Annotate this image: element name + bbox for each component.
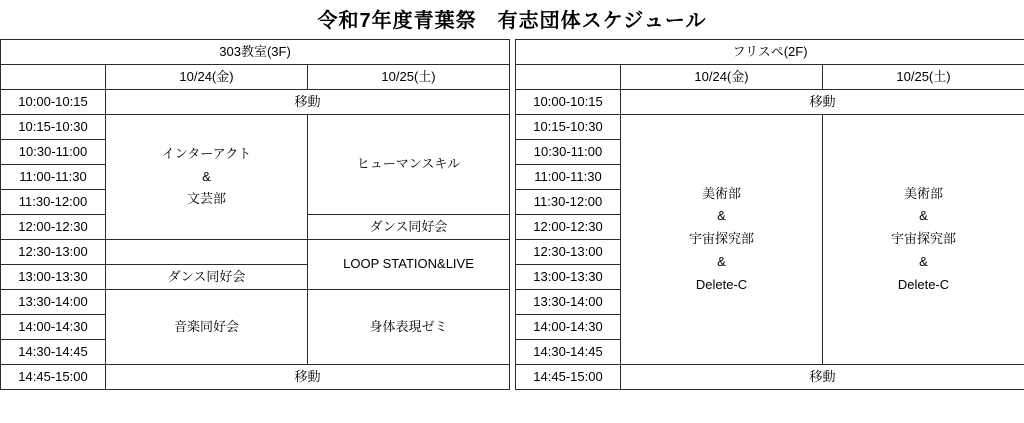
schedule-table-303 <box>0 39 509 390</box>
event-label: インターアクト & 文芸部 <box>161 145 252 207</box>
event-cell-loop-station: LOOP STATION&LIVE <box>308 240 510 290</box>
time-cell: 13:00-13:30 <box>1 265 106 290</box>
event-cell-move-bottom-right: 移動 <box>621 365 1024 390</box>
time-cell: 13:00-13:30 <box>516 265 621 290</box>
time-cell: 10:30-11:00 <box>1 140 106 165</box>
corner-cell-right <box>516 65 621 90</box>
schedule-table-frespe <box>515 39 1024 390</box>
event-label: 美術部 & 宇宙探究部 & Delete-C <box>890 185 956 292</box>
table-row <box>516 365 1024 390</box>
time-cell: 14:30-14:45 <box>516 340 621 365</box>
time-cell: 14:00-14:30 <box>516 315 621 340</box>
table-row <box>1 365 510 390</box>
event-cell-dance-1: ダンス同好会 <box>308 215 510 240</box>
time-cell: 11:30-12:00 <box>1 190 106 215</box>
table-row <box>516 115 1024 140</box>
event-cell-art-space-delete-2 <box>823 115 1024 365</box>
time-cell: 12:00-12:30 <box>1 215 106 240</box>
day-header-left-1: 10/24(金) <box>106 65 308 90</box>
table-row <box>516 65 1024 90</box>
time-cell: 14:45-15:00 <box>1 365 106 390</box>
day-header-right-2: 10/25(土) <box>823 65 1024 90</box>
event-cell-body-expression: 身体表現ゼミ <box>308 290 510 365</box>
time-cell: 13:30-14:00 <box>516 290 621 315</box>
event-cell-move-top-left: 移動 <box>106 90 510 115</box>
page-title: 令和7年度青葉祭 有志団体スケジュール <box>317 10 707 32</box>
time-cell: 10:00-10:15 <box>516 90 621 115</box>
day-header-right-1: 10/24(金) <box>621 65 823 90</box>
time-cell: 11:30-12:00 <box>516 190 621 215</box>
time-cell: 10:15-10:30 <box>516 115 621 140</box>
table-row <box>1 290 510 315</box>
time-cell: 11:00-11:30 <box>516 165 621 190</box>
time-cell: 10:30-11:00 <box>516 140 621 165</box>
time-cell: 11:00-11:30 <box>1 165 106 190</box>
time-cell: 10:00-10:15 <box>1 90 106 115</box>
event-cell-move-bottom-left: 移動 <box>106 365 510 390</box>
schedule-sheet <box>0 39 1024 390</box>
time-cell: 14:30-14:45 <box>1 340 106 365</box>
time-cell: 10:15-10:30 <box>1 115 106 140</box>
time-cell: 13:30-14:00 <box>1 290 106 315</box>
room-header-left: 303教室(3F) <box>1 40 510 65</box>
event-cell-art-space-delete-1 <box>621 115 823 365</box>
table-row <box>1 90 510 115</box>
time-cell: 14:45-15:00 <box>516 365 621 390</box>
event-cell-interact-bungei <box>106 115 308 240</box>
time-cell: 12:30-13:00 <box>516 240 621 265</box>
table-row <box>516 90 1024 115</box>
corner-cell-left <box>1 65 106 90</box>
event-cell-empty-left <box>106 240 308 265</box>
table-row <box>1 115 510 140</box>
table-row <box>1 40 510 65</box>
time-cell: 12:00-12:30 <box>516 215 621 240</box>
table-row <box>1 240 510 265</box>
time-cell: 14:00-14:30 <box>1 315 106 340</box>
table-303 <box>0 39 510 390</box>
room-header-right: フリスペ(2F) <box>516 40 1024 65</box>
time-cell: 12:30-13:00 <box>1 240 106 265</box>
table-frespe <box>515 39 1024 390</box>
event-cell-dance-2: ダンス同好会 <box>106 265 308 290</box>
event-cell-human-skill: ヒューマンスキル <box>308 115 510 215</box>
event-cell-move-top-right: 移動 <box>621 90 1024 115</box>
event-cell-music-club: 音楽同好会 <box>106 290 308 365</box>
table-row <box>516 40 1024 65</box>
event-label: 美術部 & 宇宙探究部 & Delete-C <box>688 185 754 292</box>
table-row <box>1 65 510 90</box>
day-header-left-2: 10/25(土) <box>308 65 510 90</box>
